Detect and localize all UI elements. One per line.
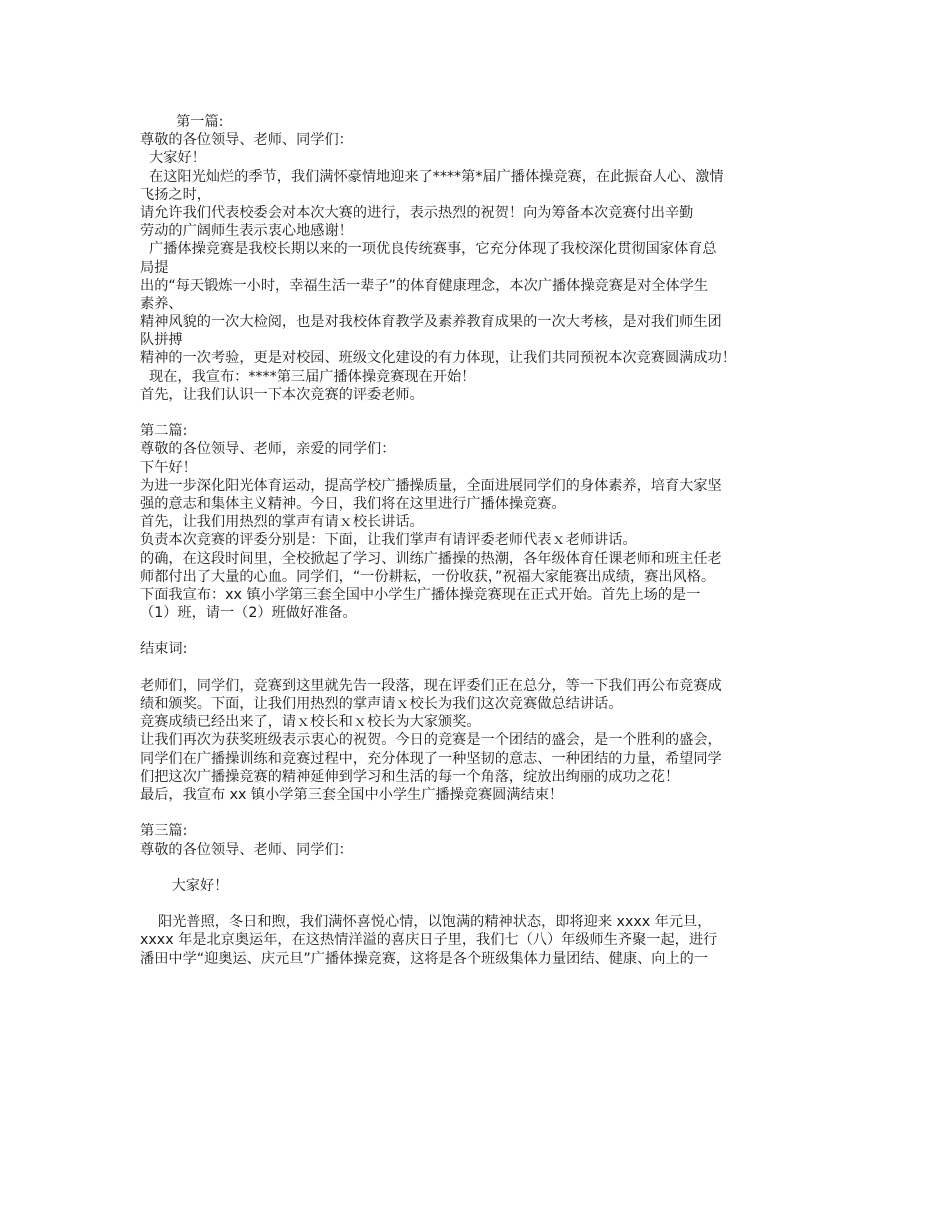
text-line: xxxx 年是北京奥运年，在这热情洋溢的喜庆日子里，我们七（八）年级师生齐聚一起，进行 [140,932,718,949]
paragraph-gap [140,895,830,913]
text-line: 尊敬的各位领导、老师，亲爱的同学们： [140,441,396,458]
text-line: 负责本次竞赛的评委分别是：下面，让我们掌声有请评委老师代表ｘ老师讲话。 [140,532,637,549]
text-line: 现在，我宣布：****第三届广播体操竞赛现在开始！ [140,368,476,385]
text-line: 首先，让我们认识一下本次竞赛的评委老师。 [140,386,424,403]
text-line: 素养、 [140,295,183,312]
text-line: 老师们，同学们，竞赛到这里就先告一段落，现在评委们正在总分，等一下我们再公布竞赛成 [140,677,722,694]
text-line: 的确，在这段时间里，全校掀起了学习、训练广播操的热潮，各年级体育任课老师和班主任老 [140,550,722,567]
text-line: 第三篇: [140,823,188,840]
text-line: 局提 [140,259,169,276]
text-line: 绩和颁奖。下面，让我们用热烈的掌声请ｘ校长为我们这次竞赛做总结讲话。 [140,696,623,712]
text-line: 下午好！ [140,459,197,476]
text-section [140,640,830,658]
text-line: 大家好！ [140,150,206,167]
text-line: 同学们在广播操训练和竞赛过程中，充分体现了一种坚韧的意志、一种团结的力量，希望同学 [140,750,722,767]
text-line: 师都付出了大量的心血。同学们，“一份耕耘，一份收获，”祝福大家能赛出成绩，赛出风格。 [140,568,716,585]
text-line: 首先，让我们用热烈的掌声有请ｘ校长讲话。 [140,514,424,531]
text-line: 们把这次广播操竞赛的精神延伸到学习和生活的每一个角落，绽放出绚丽的成功之花！ [140,768,680,785]
paragraph-gap [140,404,830,422]
text-line: 为进一步深化阳光体育运动，提高学校广播操质量，全面进展同学们的身体素养，培育大家坚 [140,477,722,494]
text-line: 飞扬之时， [140,186,211,203]
text-section [140,113,830,404]
paragraph-gap [140,622,830,640]
paragraph-gap [140,859,830,877]
text-line: 劳动的广阔师生表示衷心地感谢！ [140,223,353,240]
text-section [140,913,830,968]
text-section [140,677,830,804]
text-line: 大家好！ [140,877,229,894]
text-line: 第一篇: [140,114,224,130]
text-line: 在这阳光灿烂的季节，我们满怀豪情地迎来了****第*届广播体操竞赛，在此振奋人心、激情 [140,168,724,185]
text-line: 结束词: [140,641,188,658]
text-line: 队拼搏 [140,332,183,349]
text-section [140,822,830,858]
text-line: 竞赛成绩已经出来了，请ｘ校长和ｘ校长为大家颁奖。 [140,714,481,731]
text-line: 精神风貌的一次大检阅，也是对我校体育教学及素养教育成果的一次大考核，是对我们师生团 [140,314,722,331]
text-line: 尊敬的各位领导、老师、同学们： [140,841,353,858]
text-line: 广播体操竞赛是我校长期以来的一项优良传统赛事，它充分体现了我校深化贯彻国家体育总 [140,241,717,258]
text-line: 下面我宣布：xx 镇小学第三套全国中小学生广播体操竞赛现在正式开始。首先上场的是一 [140,586,701,603]
text-line: 出的“每天锻炼一小时，幸福生活一辈子”的体育健康理念，本次广播体操竞赛是对全体学生 [140,277,709,294]
text-line: 潘田中学“迎奥运、庆元旦”广播体操竞赛，这将是各个班级集体力量团结、健康、向上的一 [140,950,709,967]
paragraph-gap [140,804,830,822]
document-body [140,113,830,968]
text-section [140,422,830,622]
text-section [140,877,830,895]
text-line: 让我们再次为获奖班级表示衷心的祝贺。今日的竞赛是一个团结的盛会，是一个胜利的盛会， [140,732,722,749]
text-line: 强的意志和集体主义精神。今日，我们将在这里进行广播体操竞赛。 [140,495,566,512]
text-line: 尊敬的各位领导、老师、同学们： [140,132,353,149]
text-line: （1）班，请一（2）班做好准备。 [140,605,357,622]
text-line: 精神的一次考验，更是对校园、班级文化建设的有力体现，让我们共同预祝本次竞赛圆满成功！ [140,350,736,367]
text-line: 阳光普照，冬日和煦，我们满怀喜悦心情，以饱满的精神状态，即将迎来 xxxx 年元旦， [140,914,712,931]
text-line: 最后，我宣布 xx 镇小学第三套全国中小学生广播操竞赛圆满结束！ [140,786,564,803]
text-line: 第二篇: [140,423,188,440]
text-line: 请允许我们代表校委会对本次大赛的进行，表示热烈的祝贺！向为筹备本次竞赛付出辛勤 [140,204,694,221]
paragraph-gap [140,659,830,677]
